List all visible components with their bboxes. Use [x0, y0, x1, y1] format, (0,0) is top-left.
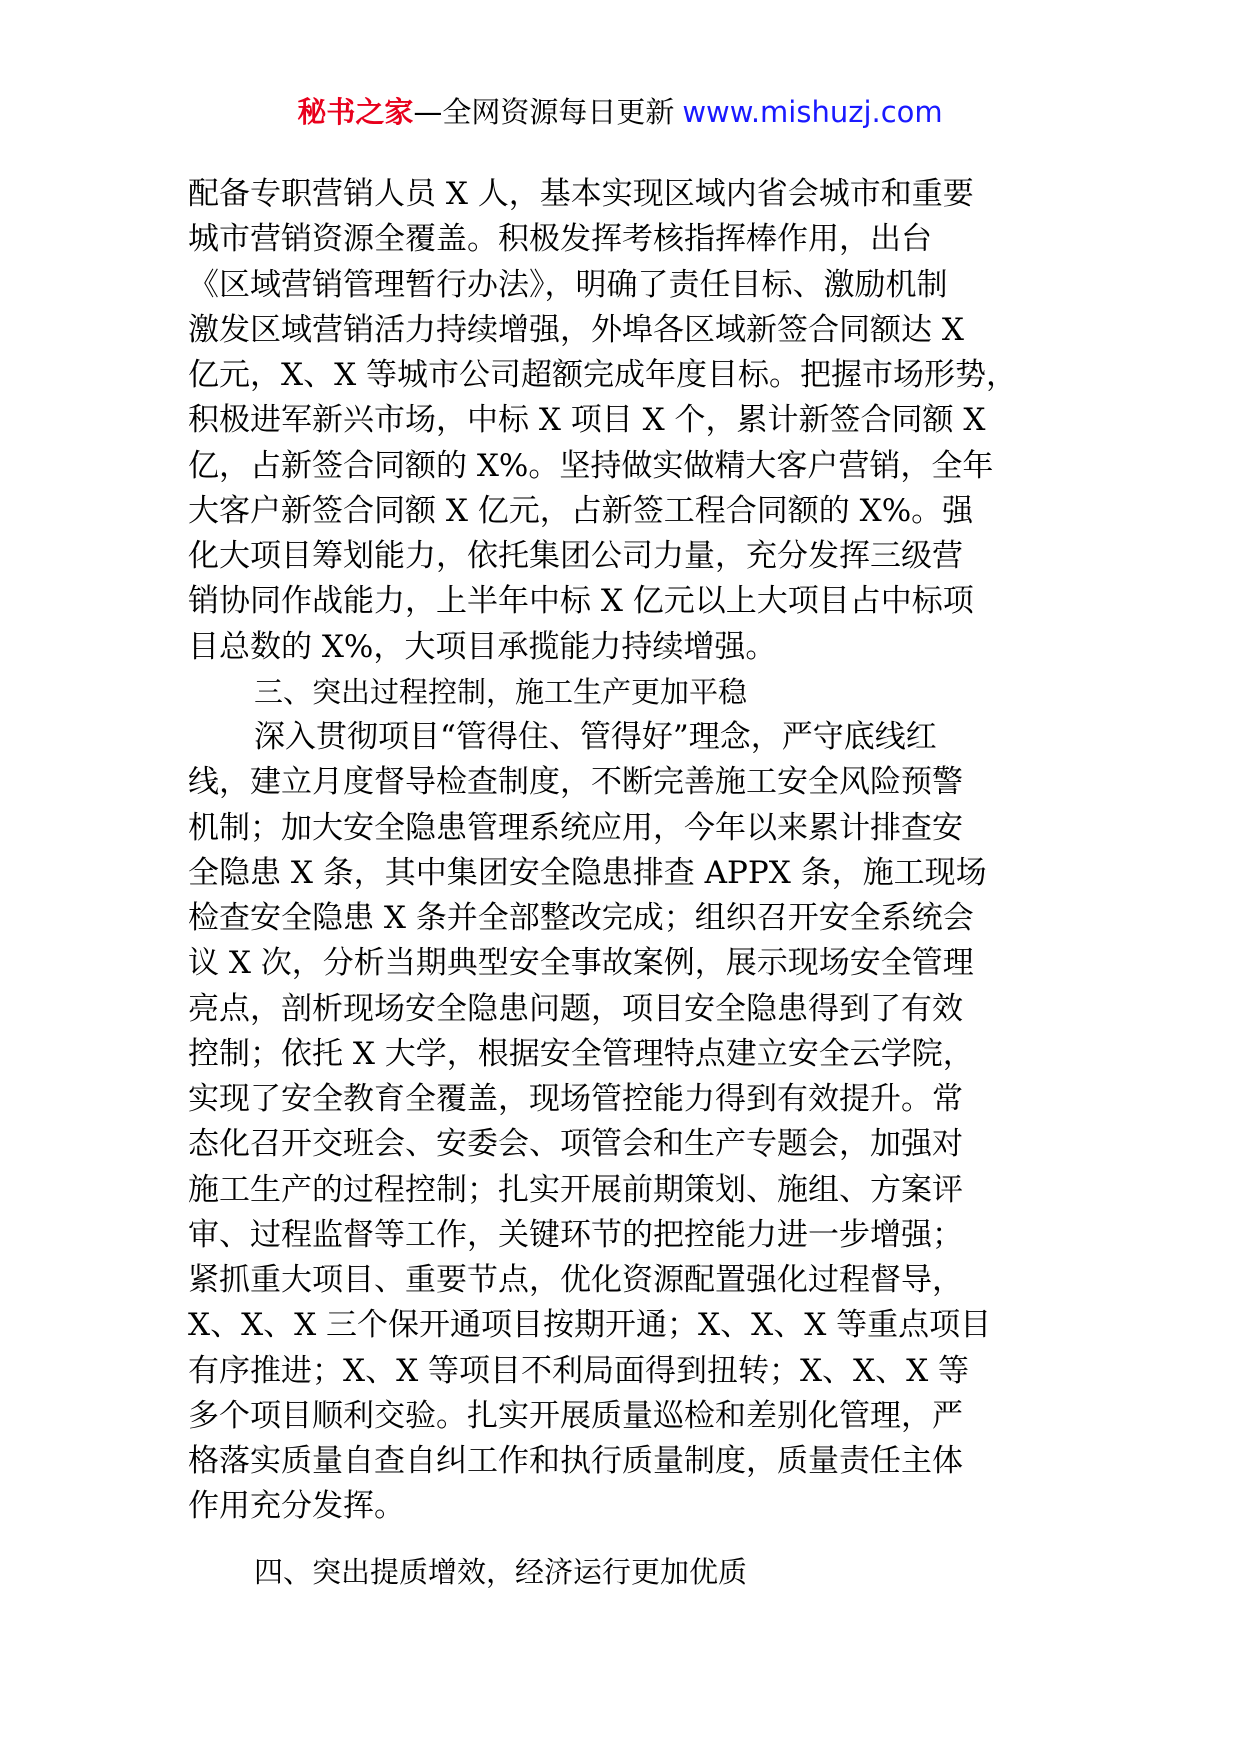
page-header — [0, 92, 1240, 132]
paragraph-gap — [188, 1530, 1088, 1550]
paragraph-first-line: 深入贯彻项目“管得住、管得好”理念，严守底线红 — [254, 719, 937, 755]
document-body — [188, 172, 1088, 1595]
text-line: 作用充分发挥。 — [188, 1488, 405, 1525]
text-line: 大客户新签合同额 X 亿元，占新签工程合同额的 X%。强 — [188, 492, 974, 529]
text-line: 积极进军新兴市场，中标 X 项目 X 个，累计新签合同额 X — [188, 402, 986, 439]
text-line: 亮点，剖析现场安全隐患问题，项目安全隐患得到了有效 — [188, 990, 963, 1027]
text-line: 《区域营销管理暂行办法》，明确了责任目标、激励机制 — [188, 266, 948, 303]
text-line: 实现了安全教育全覆盖，现场管控能力得到有效提升。常 — [188, 1081, 963, 1117]
section-heading: 三、突出过程控制，施工生产更加平稳 — [254, 674, 748, 709]
site-brand: 秘书之家 — [297, 95, 414, 129]
text-line: 销协同作战能力，上半年中标 X 亿元以上大项目占中标项 — [188, 583, 974, 620]
text-line: 紧抓重大项目、重要节点，优化资源配置强化过程督导， — [188, 1262, 963, 1298]
text-line: 格落实质量自查自纠工作和执行质量制度，质量责任主体 — [188, 1443, 963, 1479]
text-line: 配备专职营销人员 X 人，基本实现区域内省会城市和重要 — [188, 176, 974, 212]
site-tagline: —全网资源每日更新 — [413, 95, 675, 129]
text-line: 机制；加大安全隐患管理系统应用，今年以来累计排查安 — [188, 809, 963, 846]
text-line: 亿元，X、X 等城市公司超额完成年度目标。把握市场形势， — [188, 357, 1017, 393]
text-line: X、X、X 三个保开通项目按期开通；X、X、X 等重点项目 — [188, 1307, 992, 1344]
text-line: 激发区域营销活力持续增强，外埠各区域新签合同额达 X — [188, 311, 964, 348]
text-line: 有序推进；X、X 等项目不利局面得到扭转；X、X、X 等 — [188, 1352, 970, 1389]
text-line: 议 X 次，分析当期典型安全事故案例，展示现场安全管理 — [188, 945, 974, 982]
text-line: 化大项目筹划能力，依托集团公司力量，充分发挥三级营 — [188, 538, 963, 574]
text-line: 城市营销资源全覆盖。积极发挥考核指挥棒作用，出台 — [188, 221, 932, 258]
text-line: 亿，占新签合同额的 X%。坚持做实做精大客户营销，全年 — [188, 447, 994, 484]
section-heading: 四、突出提质增效，经济运行更加优质 — [254, 1554, 748, 1589]
text-line: 检查安全隐患 X 条并全部整改完成；组织召开安全系统会 — [188, 900, 974, 936]
text-line: 多个项目顺利交验。扎实开展质量巡检和差别化管理，严 — [188, 1397, 963, 1434]
text-line: 目总数的 X%，大项目承揽能力持续增强。 — [188, 628, 777, 665]
text-line: 线，建立月度督导检查制度，不断完善施工安全风险预警 — [188, 764, 963, 801]
site-url-link[interactable]: www.mishuzj.com — [682, 95, 943, 129]
text-line: 施工生产的过程控制；扎实开展前期策划、施组、方案评 — [188, 1171, 963, 1208]
text-line: 全隐患 X 条，其中集团安全隐患排查 APPX 条，施工现场 — [188, 854, 987, 891]
text-line: 控制；依托 X 大学，根据安全管理特点建立安全云学院， — [188, 1035, 974, 1072]
text-line: 审、过程监督等工作，关键环节的把控能力进一步增强； — [188, 1216, 963, 1253]
text-line: 态化召开交班会、安委会、项管会和生产专题会，加强对 — [188, 1126, 963, 1163]
